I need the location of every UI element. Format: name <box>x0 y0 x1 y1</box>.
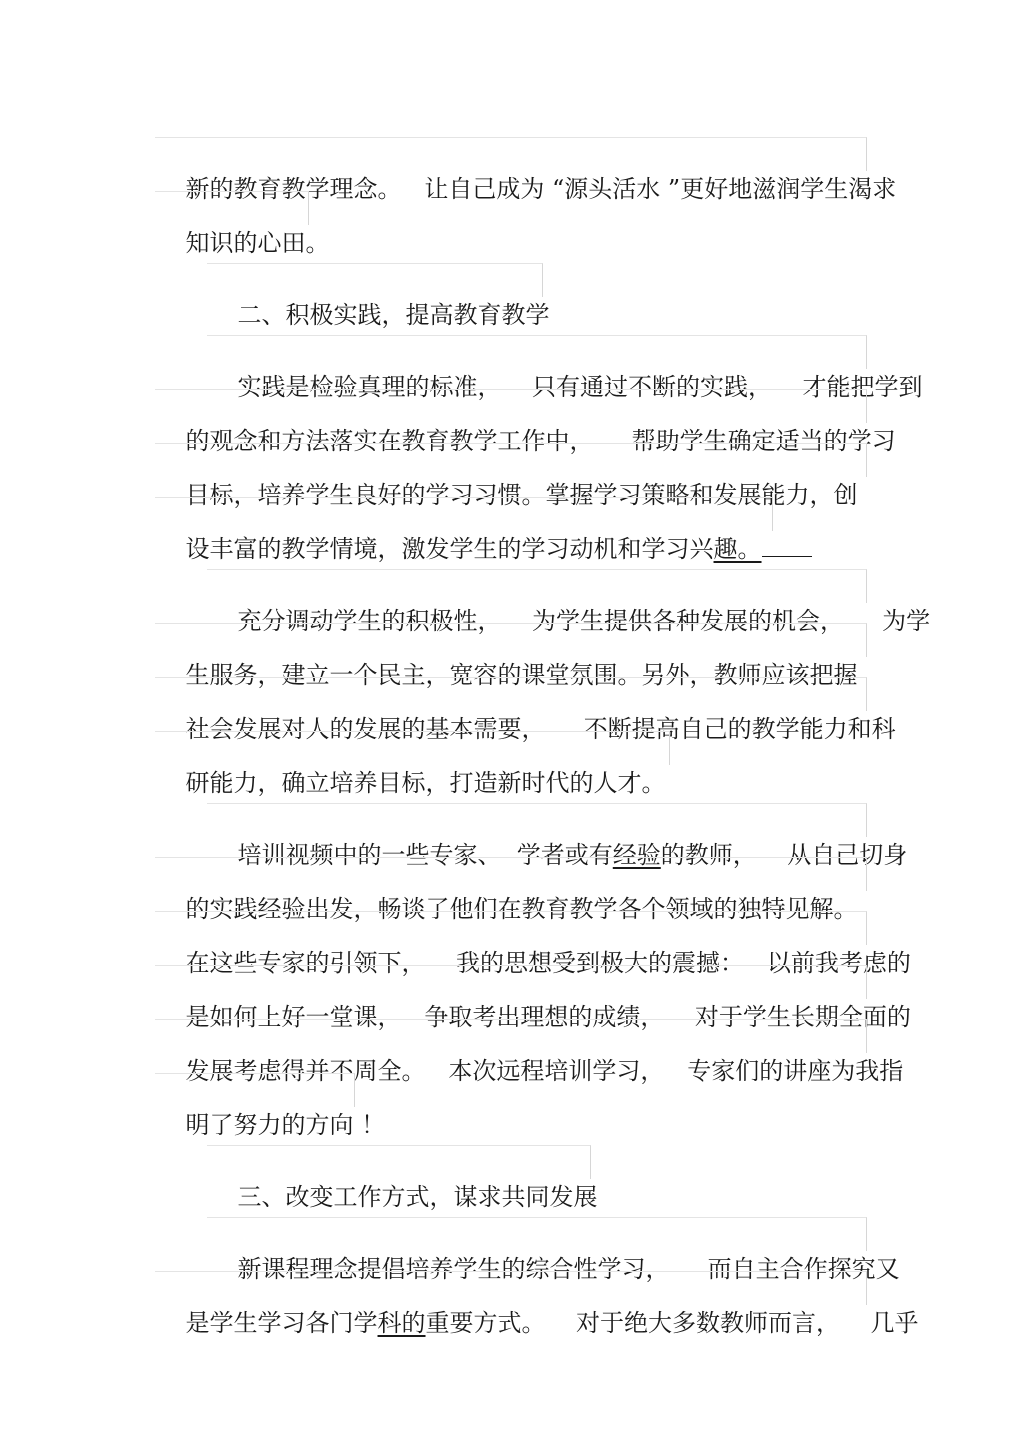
text-line <box>155 389 896 455</box>
text-segment: 对于绝大多数教师而言， <box>545 1309 841 1337</box>
blank-underline <box>762 534 812 557</box>
text-segment: 是如何上好一堂课， <box>185 1003 402 1031</box>
text-segment: 是学生学习各门学 <box>185 1309 378 1337</box>
text-line <box>155 911 911 977</box>
text-line <box>155 965 911 1031</box>
text-segment: 从自己切身 <box>756 841 908 869</box>
text-segment: 发展考虑得并不周全。 <box>185 1057 426 1085</box>
text-segment: 知识的心田。 <box>185 229 330 257</box>
heading-text: 三、改变工作方式，谋求共同发展 <box>237 1183 598 1211</box>
text-line <box>155 857 867 923</box>
text-segment: 不断提高自己的教学能力和科 <box>545 715 896 743</box>
text-segment: 在这些专家的引领下， <box>185 949 426 977</box>
text-segment: 对于学生长期全面的 <box>664 1003 911 1031</box>
text-segment: 而自主合作探究又 <box>669 1255 900 1283</box>
underlined-text: 科的 <box>377 1309 426 1337</box>
text-segment: 实践是检验真理的标准， <box>237 373 502 401</box>
underlined-text: 经验 <box>612 841 661 869</box>
text-segment: 争取考出理想的成绩， <box>401 1003 665 1031</box>
text-line <box>155 1271 919 1337</box>
text-segment: 才能把学到 <box>772 373 923 401</box>
text-line <box>207 569 931 635</box>
text-segment: 目标，培养学生良好的学习习惯。掌握学习策略和发展能力，创 <box>185 481 858 509</box>
text-line <box>155 497 773 563</box>
text-line <box>155 191 330 257</box>
section-heading <box>207 263 550 329</box>
text-segment: 以前我考虑的 <box>744 949 911 977</box>
text-segment: 的实践经验出发，畅谈了他们在教育教学各个领域的独特见解。 <box>185 895 858 923</box>
text-segment: 专家们的讲座为我指 <box>664 1057 904 1085</box>
text-line <box>155 623 867 689</box>
text-segment: 设丰富的教学情境，激发学生的学习动机和学习兴 <box>185 535 714 563</box>
text-line <box>155 1073 386 1139</box>
text-line <box>207 803 908 869</box>
section-heading <box>207 1145 598 1211</box>
text-segment: 的观念和方法落实在教育教学工作中， <box>185 427 594 455</box>
text-line <box>155 443 867 509</box>
text-segment: 为学 <box>844 607 931 635</box>
heading-text: 二、积极实践，提高教育教学 <box>237 301 550 329</box>
text-segment: 充分调动学生的积极性， <box>237 607 502 635</box>
text-segment: 学者或有 <box>501 841 613 869</box>
text-line <box>155 677 896 743</box>
text-segment: 只有通过不断的实践， <box>501 373 773 401</box>
text-segment: 本次远程培训学习， <box>425 1057 665 1085</box>
text-line <box>155 137 897 203</box>
underlined-text: 趣。 <box>713 535 762 563</box>
text-line <box>207 1217 900 1283</box>
text-segment: 明了努力的方向 ！ <box>185 1111 386 1139</box>
text-line <box>155 731 670 797</box>
text-segment: 新课程理念提倡培养学生的综合性学习， <box>237 1255 670 1283</box>
text-segment: 社会发展对人的发展的基本需要， <box>185 715 546 743</box>
text-segment: 重要方式。 <box>425 1309 546 1337</box>
text-segment: 帮助学生确定适当的学习 <box>593 427 896 455</box>
text-segment: 的教师， <box>660 841 757 869</box>
text-line <box>155 1019 904 1085</box>
text-segment: 新的教育教学理念。 <box>185 175 402 203</box>
text-segment: 让自己成为 “源头活水 ”更好地滋润学生渴求 <box>401 175 897 203</box>
text-segment: 生服务，建立一个民主，宽容的课堂氛围。另外，教师应该把握 <box>185 661 858 689</box>
text-segment: 培训视频中的一些专家、 <box>237 841 502 869</box>
text-line <box>207 335 923 401</box>
text-segment: 研能力，确立培养目标，打造新时代的人才。 <box>185 769 666 797</box>
text-segment: 为学生提供各种发展的机会， <box>501 607 845 635</box>
text-segment: 我的思想受到极大的震撼： <box>425 949 745 977</box>
text-segment: 几乎 <box>840 1309 919 1337</box>
